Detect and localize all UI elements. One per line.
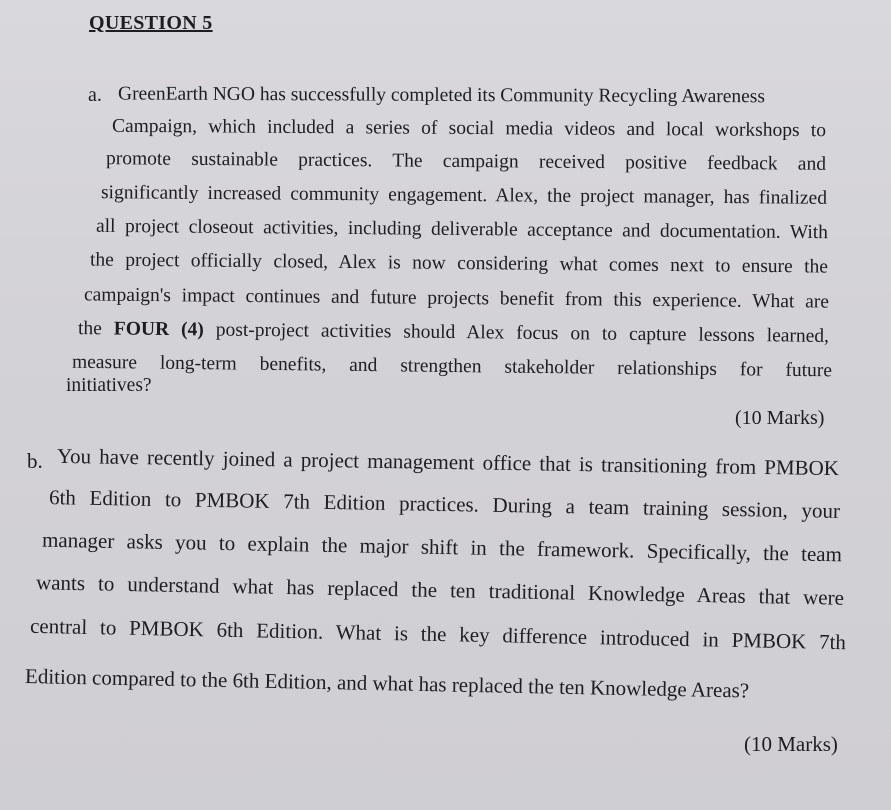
- part-a-line-2: Campaign, which included a series of social media videos and local workshops to: [111, 115, 827, 142]
- part-b-line-4: wants to understand what has replaced the ten traditional Knowledge Areas that were: [35, 570, 845, 610]
- part-a-line-6: the project officially closed, Alex is now considering what comes next to ensure the: [89, 249, 829, 278]
- part-a-line-8-bold: FOUR (4): [113, 318, 204, 341]
- part-a-line-10: initiatives?: [66, 375, 152, 396]
- part-a-line-9: measure long-term benefits, and strengthen stakeholder relationships for future: [71, 351, 833, 382]
- part-a-line-7: campaign's impact continues and future projects benefit from this experience. What are: [83, 284, 830, 313]
- question-heading: QUESTION 5: [89, 12, 213, 34]
- part-a-line-3: promote sustainable practices. The campaign received positive feedback and: [105, 148, 827, 175]
- part-b-line-2: 6th Edition to PMBOK 7th Edition practices. During a team training session, your: [48, 485, 841, 523]
- part-a-marks: (10 Marks): [735, 407, 825, 429]
- part-a-line-4: significantly increased community engagement. Alex, the project manager, has finalized: [100, 182, 828, 209]
- part-b-line-5: central to PMBOK 6th Edition. What is the key difference introduced in PMBOK 7th: [29, 613, 847, 655]
- part-b-line-6: Edition compared to the 6th Edition, and what has replaced the ten Knowledge Areas?: [24, 664, 750, 703]
- part-a-line-5: all project closeout activities, including deliverable acceptance and documentation. With: [95, 215, 829, 244]
- part-a-line-8-pre: the: [77, 318, 114, 340]
- part-b-marks: (10 Marks): [744, 732, 838, 756]
- part-a-line-1: GreenEarth NGO has successfully completed its Community Recycling Awareness: [117, 83, 766, 108]
- part-a-line-8-post: post-project activities should Alex focus on to capture lessons learned,: [203, 319, 830, 347]
- part-a-line-8: [78, 319, 829, 346]
- part-b-line-3: manager asks you to explain the major shift in the framework. Specifically, the team: [41, 527, 843, 567]
- part-b-line-1: You have recently joined a project management office that is transitioning from PMBOK: [56, 443, 840, 481]
- part-b-label: b.: [27, 449, 43, 473]
- part-a-label: a.: [88, 84, 102, 106]
